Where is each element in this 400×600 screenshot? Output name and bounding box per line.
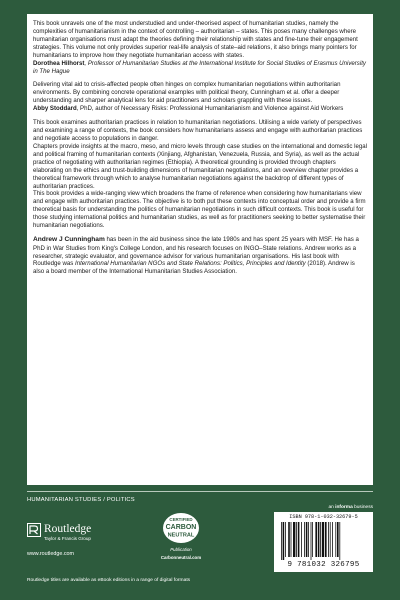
routledge-logo [27,523,147,563]
author-bio [33,236,367,276]
bio-text: has been in the aid business since the late 1980s and has spent 25 years with MSF. He has a PhD in War Studies from King's College London, and his research focuses on INGO–State relations. Andrew works as a researcher, strategic evaluator, and governance advisor for various humanitarian organisations. His last book with Routledge was [33,236,359,268]
svg-text:NEUTRAL: NEUTRAL [167,532,195,539]
publisher-name: Routledge [44,523,92,535]
bio-text: (2018). Andrew is also a board member of the International Humanitarian Studies Association. [33,260,355,276]
barcode [274,512,373,572]
endorsement-credit [33,105,367,113]
endorser-book: Necessary Risks: Professional Humanitarianism and Violence against Aid Workers [121,105,344,113]
bio-book-title: International Humanitarian NGOs and State Relations: Politics, Principles and Identity [75,260,306,268]
barcode-digits: 9 781032 326795 [287,561,360,569]
description-paragraph: This book examines authoritarian practices in relation to humanitarian negotiations. Utilising a wide variety of perspectives and examining a range of contexts, the book considers how humanitarians assess and engage with authoritarian practices and negotiate access to populations in danger. [33,119,363,142]
series-label: HUMANITARIAN STUDIES / POLITICS [27,497,135,503]
informa-tagline: an informa business [328,505,373,510]
ebook-note: Routledge titles are available as eBook editions in a range of digital formats [27,578,191,583]
isbn-label: ISBN 978-1-032-32679-5 [289,514,358,520]
endorsement-quote: This book unravels one of the most understudied and under-theorised aspect of humanitarian studies, namely the complexities of humanitarianism in the context of controlling – authoritarian – states. This poses many challenges where humanitarian organisations must adapt the theories defining their relationship with states and fine-tune their engagement strategies. This volume not only provides superior real-life analysis of state–aid relations, it also brings many pointers for humanitarians to improve how they negotiate humanitarian access with states. [33,20,358,59]
endorser-name: Abby Stoddard [33,105,77,113]
endorsement-stoddard [33,81,367,113]
author-name: Andrew J Cunningham [33,236,105,244]
publisher-url: www.routledge.com [27,551,75,557]
barcode-bars [281,522,366,560]
description [33,119,367,230]
routledge-mark-icon [27,523,41,537]
svg-text:CARBON: CARBON [165,524,197,531]
divider [27,491,373,492]
barcode-block [274,505,373,572]
endorsement-quote: Delivering vital aid to crisis-affected people often hinges on complex humanitarian negotiations within authoritarian environments. By combining concrete operational examples with political theory, Cunningham et al. offer a deeper understanding and sharper analytical lens for aid practitioners and scholars grappling with these issues. [33,81,341,105]
endorser-affiliation: , Professor of Humanitarian Studies at the International Institute for Social Studies of Erasmus University in The Hague [33,59,366,75]
endorsement-hilhorst [33,20,367,75]
carbon-neutral-badge-icon [162,512,200,544]
svg-text:CERTIFIED: CERTIFIED [169,517,193,522]
carbon-publication-label: Publication [170,547,192,552]
text-panel [27,14,373,485]
endorser-affiliation: , PhD, author of [76,105,122,113]
carbon-neutral-logo [146,512,216,570]
informa-brand: informa [335,505,353,510]
description-paragraph: This book provides a wide-ranging view which broadens the frame of reference when considering how humanitarians view and engage with authoritarian practices. The objective is to both put these contexts into conceptual order and provide a firm theoretical basis for understanding the politics of humanitarian negotiations in such difficult contexts. This book is useful for those studying international politics and humanitarian studies, as well as for practitioners seeking to better systematise their humanitarian negotiations. [33,190,366,230]
endorser-name: Dorothea Hilhorst [33,59,85,67]
description-paragraph: Chapters provide insights at the macro, meso, and micro levels through case studies on the international and domestic legal and political framing of humanitarian contexts (Xinjiang, Afghanistan, Venezuela, Russia, and Syria), as well as the actual practice of negotiating with authoritarian regimes (Ethiopia). A theoretical grounding is provided through chapters elaborating on the ethics and trust-building dimensions of humanitarian negotiations, and an overview chapter provides a theoretical framework through which to analyse humanitarian negotiations against the backdrop of different types of authoritarian practices. [33,142,367,190]
publisher-group: Taylor & Francis Group [44,536,91,541]
carbon-url: Carbonneutral.com [160,555,202,560]
endorsement-credit [33,60,367,76]
